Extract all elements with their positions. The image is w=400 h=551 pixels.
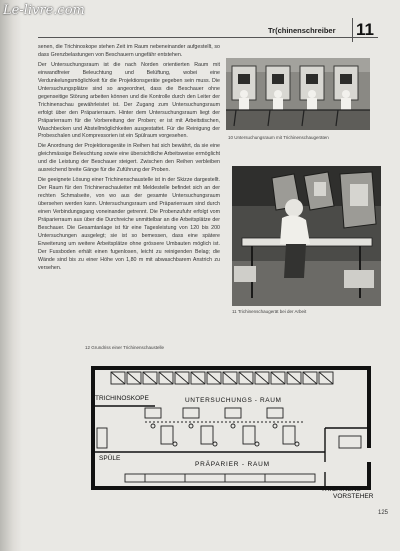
intro-paragraph: senen, die Trichinoskope stehen Zeit im Raum nebeneinander aufgestellt, so dass Grenzbelastungen von Beschauern ungefähr entstehen. — [38, 44, 220, 58]
plan-label-preparation-room: PRÄPARIER - RAUM — [195, 461, 270, 468]
header-divider — [352, 18, 353, 42]
floor-plan — [85, 352, 385, 502]
photo1-caption: 10 Untersuchungsraum mit Trichinenschaugeräten — [228, 135, 329, 140]
body-paragraph-2: Die Anordnung der Projektionsgeräte in Reihen hat sich bewährt, da sie eine gleichmässige Beleuchtung sowie eine übersichtliche Arbeitsweise ermöglicht und die Leistung der Beschauer steigert. Zwischen den Reihen verbleiben ausreichend breite Gänge für die Zuführung der Proben. — [38, 143, 220, 174]
plan-label-examination-room: UNTERSUCHUNGS - RAUM — [185, 397, 282, 404]
photo-trichinoscope-row — [226, 58, 370, 130]
photo-operator-at-trichinoscope — [232, 166, 381, 306]
plan-caption: 12 Grundriss einer Trichinenschaustelle — [85, 345, 165, 350]
plan-label-head-office-1: TRICHINENS - — [321, 486, 365, 493]
watermark-logo: Le-livre.com — [3, 3, 85, 18]
page-number: 125 — [378, 510, 389, 516]
plan-label-head-office-2: VORSTEHER — [333, 493, 374, 500]
plan-label-trichinoscope: TRICHINOSKOPE — [95, 395, 149, 402]
photo2-caption: 11 Trichinenschaugerät bei der Arbeit — [232, 309, 307, 314]
header-rule — [38, 37, 378, 38]
body-paragraph-1: Der Untersuchungsraum ist die nach Norden orientierten Raum mit einwandfreier Beleuchtung und Belüftung, wobei eine Verdunkelungsmöglichkeit für die Projektionsgeräte gegeben sein muss. Die Untersuchungsplätze sind so angeordnet, dass die Beschauer ohne gegenseitige Störung arbeiten können und die Kontrolle durch den Leiter der Trichinenschau gewährleistet ist. Der Zugang zum Untersuchungsraum erfolgt über den Präparierraum. Hinter dem Untersuchungsraum liegt der Präparierraum für die Vorbereitung der Proben; er ist mit Arbeitstischen, Waschbecken und Abstellmöglichkeiten ausgestattet. Für die Reinigung der Probeschalen und Kompressorien ist ein Spülraum vorgesehen. — [38, 61, 220, 140]
chapter-number: 11 — [356, 20, 374, 39]
body-text-column — [38, 44, 220, 330]
body-paragraph-3: Die geeignete Lösung einer Trichinenschaustelle ist in der Skizze dargestellt. Der Raum für den Trichinenschauleiter mit Meldestelle befindet sich an der rechten Schmalseite, von wo aus der gesamte Untersuchungsraum übersehen werden kann. Untersuchungsraum und Präparierraum sind durch einen Verbindungsgang voneinander getrennt. Die Probenzufuhr erfolgt vom Präparierraum aus über die Durchreiche unmittelbar an die Arbeitsplätze der Beschauer. Die Gesamtanlage ist für eine Tagesleistung von 120 bis 200 Untersuchungen ausgelegt; sie ist so bemessen, dass eine spätere Erweiterung um weitere Arbeitsplätze ohne grössere Umbauten möglich ist. Der Fussboden erhält einen fugenlosen, leicht zu reinigenden Belag; die Wände sind bis zu einer Höhe von 1,80 m mit abwaschbarem Anstrich zu versehen. — [38, 177, 220, 271]
page-gutter-shadow — [0, 0, 22, 551]
plan-label-sink: SPÜLE — [99, 455, 121, 462]
running-head: Tr(chinenschreiber — [268, 26, 336, 35]
